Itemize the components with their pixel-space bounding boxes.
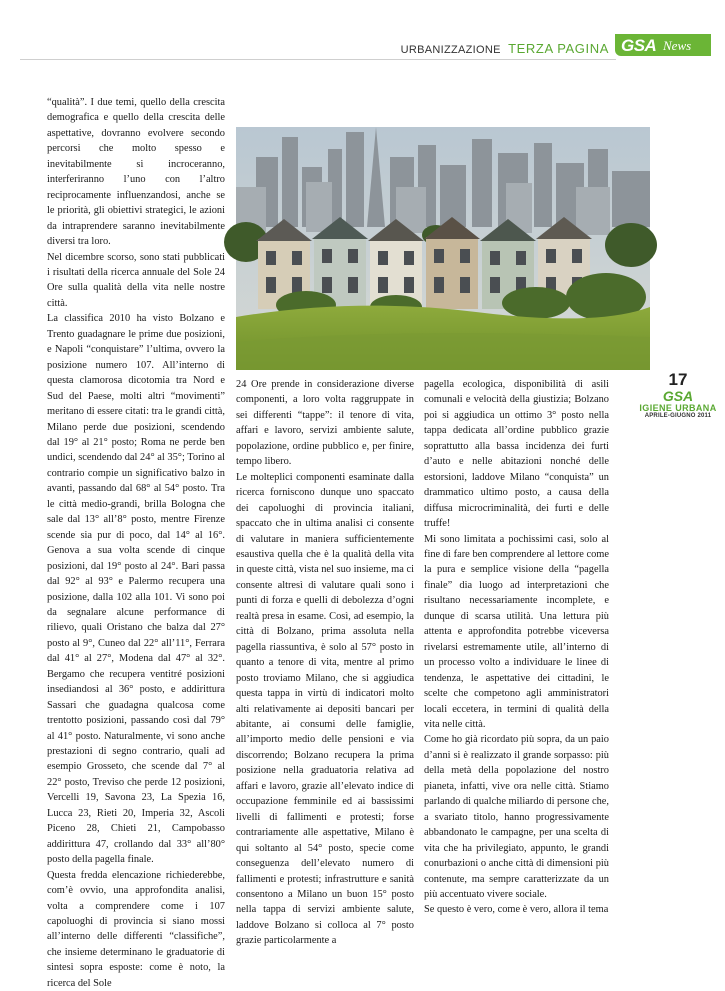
paragraph: Questa fredda elencazione richiederebbe, com’è ovvio, una approfondita analisi, volta a comprendere come i 107 capoluoghi di provincia si siano mossi all’interno delle differenti “classifiche”, che insieme determinano le graduatorie di sintesi sopra esposte: come è noto, la ricerca del Sole [47,869,225,989]
article-photo [236,127,650,370]
paragraph: Come ho già ricordato più sopra, da un paio d’anni si è realizzato il grande sorpasso: più della metà della popolazione del nostro pianeta, infatti, vive ora nelle città. Stiamo parlando di qualche miliardo di persone che, a svariato titolo, hanno progressivamente abbandonato le campagne, per una scelta di vita che ha privilegiato, appunto, le grandi conurbazioni o anche città di dimensioni più contenute, ma sempre caratterizzate da un più accentuato vivere sociale. [424,734,609,900]
text-column-1 [47,95,225,991]
paragraph: Mi sono limitata a pochissimi casi, solo al fine di fare ben comprendere al lettore come la pura e semplice visione della “pagella finale” dia luogo ad interpretazioni che risultano necessariamente incomplete, e dunque di scarsa utilità. Una lettura più attenta e approfondita potrebbe viceversa rivelarsi estremamente utile, all’interno di un processo volto a individuare le linee di tendenza, le aspettative dei cittadini, le scelte che competono agli amministratori locali eccetera, in termini di qualità della vita nelle città. [424,533,609,730]
section-title: TERZA PAGINA [508,41,609,56]
text-column-3 [424,377,609,918]
sidetab-brand: GSA [662,388,694,404]
paragraph: Se questo è vero, come è vero, allora il tema [424,904,609,916]
paragraph: 24 Ore prende in considerazione diverse componenti, a loro volta raggruppate in sei differenti “tappe”: il tenore di vita, affari e lavoro, servizi ambiente salute, popolazione, ordine pubblico e, per finire, tempo libero. [236,379,414,468]
header-divider [20,59,616,60]
sidetab-issue: APRILE-GIUGNO 2011 [644,413,712,419]
paragraph: Le molteplici componenti esaminate dalla ricerca forniscono dunque uno spaccato dei capoluoghi di provincia italiani, spaccato che in ultima analisi ci consente di valutare in maniera sufficientemente esaustiva quella che è la qualità della vita in queste città, vista nel suo insieme, ma ci consente altresì di valutare quali sono i punti di forza e quelli di debolezza d’ogni realtà presa in esame. Così, ad esempio, la città di Bolzano, prima assoluta nella pagella riassuntiva, è solo al 57° posto in quanto a tenore di vita, mentre al primo posto troviamo Milano, che si aggiudica questa tappa in virtù di indicatori molto alti relativamente ai depositi bancari per abitante, ai consumi delle famiglie, all’importo medio delle pensioni e via discorrendo; Bolzano recupera la prima posizione nella graduatoria relativa ad affari e lavoro, grazie all’elevato indice di occupazione femminile ed ai bassissimi livelli di fallimenti e protesti; forse contrariamente alle aspettative, Milano è qui soltanto al 54° posto, specie come conseguenza dell’elevato numero di fallimenti e protesti; infrastrutture e sanità consentono a Milano un buon 15° posto nella tappa di servizi ambiente salute, laddove Bolzano si colloca al 7° posto grazie particolarmente a [236,471,414,947]
logo-sub: News [663,38,692,53]
gsa-news-logo [615,34,711,56]
page-sidetab [639,370,717,419]
text-column-2 [236,377,414,949]
page-header [0,34,725,60]
paragraph: pagella ecologica, disponibilità di asili comunali e velocità della giustizia; Bolzano poi si aggiudica un ottimo 3° posto nella tappa dedicata all’ordine pubblico grazie soprattutto alla bassa incidenza dei furti d’auto e nelle abitazioni nonché delle estorsioni, laddove Milano “conquista” un drammatico ultimo posto, a causa della diffusa microcriminalità, dei furti e delle truffe! [424,379,609,530]
page-number: 17 [668,370,688,389]
sidetab-brand-sub: IGIENE URBANA [639,403,717,413]
paragraph: Nel dicembre scorso, sono stati pubblicati i risultati della ricerca annuale del Sole 24 Ore sulla qualità della vita nelle nostre città. [47,251,225,309]
logo-main: GSA [621,36,657,55]
victorian-houses-skyline-image [236,127,650,370]
paragraph: “qualità”. I due temi, quello della crescita demografica e quello della crescita delle aspettative, dovranno evolvere secondo percorsi che molto spesso e inevitabilmente si incroceranno, interferiranno l’uno con l’altro reciprocamente influenzandosi, anche se le priorità, gli obiettivi strategici, le azioni da intraprendere saranno inevitabilmente diversi tra loro. [47,97,225,248]
section-kicker: URBANIZZAZIONE [400,44,501,56]
section-heading [401,41,609,56]
paragraph: La classifica 2010 ha visto Bolzano e Trento guadagnare le prime due posizioni, e Napoli “conquistare” l’ultima, ovvero la posizione numero 107. All’interno di questa clamorosa dicotomia tra Nord e Sud del Paese, molti altri “movimenti” meritano di essere citati: tra le grandi città, Milano perde due posizioni, scendendo dal 19° al 21° posto; Roma ne perde ben undici, scendendo dal 24° al 35°; Torino al contrario compie un significativo balzo in avanti, passando dal 68° al 54° posto. Tra le città medio-grandi, brilla Bologna che sale dal 13° all’8° posto, mentre Firenze scende sia pur di poco, dal 14° al 16°. Genova a sua volta scende di cinque posizioni, dal 19° posto al 24°. Bari passa dal 92° al 93° e Palermo recupera una posizione, dalla 102 alla 101. Vi sono poi da segnalare alcune performance di rilievo, quali Oristano che balza dal 27° posto al 9°, Cuneo dal 22° all’11°, Ferrara dal 41° al 27°, Modena dal 47° al 32°. Bergamo che recupera ventitré posizioni insediandosi al 36° posto, e addirittura Sassari che guadagna qualcosa come trentotto posizioni, passando così dal 79° al 41° posto. Naturalmente, vi sono anche prestazioni di segno contrario, quali ad esempio Grosseto, che scende dal 7° al 22° posto, Treviso che perde 12 posizioni, Vercelli 19, Savona 23, La Spezia 16, Lucca 23, Rieti 20, Imperia 32, Ascoli Piceno 28, Chieti 21, Campobasso addirittura 47, crollando dal 33° all’80° posto della pagella finale. [47,313,225,866]
